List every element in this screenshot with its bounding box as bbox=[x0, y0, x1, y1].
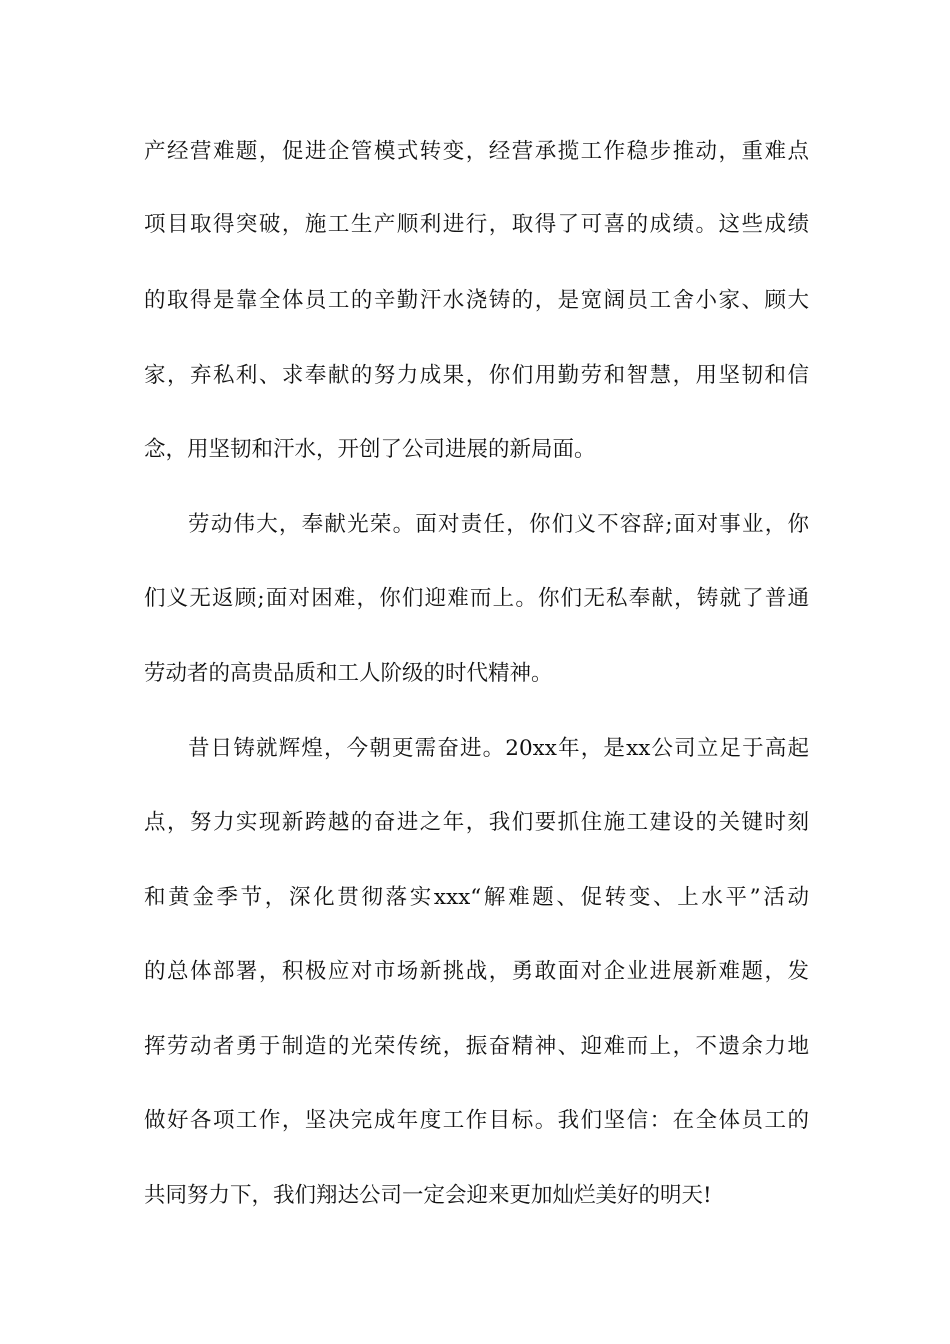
paragraph-line: 产经营难题，促进企管模式转变，经营承揽工作稳步推动，重难点 bbox=[144, 139, 809, 164]
paragraph-line: 和黄金季节，深化贯彻落实xxx“解难题、促转变、上水平”活动 bbox=[144, 885, 809, 910]
paragraph-line: 挥劳动者勇于制造的光荣传统，振奋精神、迎难而上，不遗余力地 bbox=[144, 1034, 809, 1059]
paragraph-line: 念，用坚韧和汗水，开创了公司进展的新局面。 bbox=[144, 437, 596, 462]
paragraph-line: 昔日铸就辉煌，今朝更需奋进。20xx年，是xx公司立足于高起 bbox=[188, 736, 809, 761]
paragraph-line: 劳动伟大，奉献光荣。面对责任，你们义不容辞;面对事业，你 bbox=[188, 512, 809, 537]
paragraph-line: 做好各项工作，坚决完成年度工作目标。我们坚信：在全体员工的 bbox=[144, 1108, 809, 1133]
paragraph-line: 家，弃私利、求奉献的努力成果，你们用勤劳和智慧，用坚韧和信 bbox=[144, 363, 809, 388]
paragraph-line: 点，努力实现新跨越的奋进之年，我们要抓住施工建设的关键时刻 bbox=[144, 810, 809, 835]
paragraph-line: 共同努力下，我们翔达公司一定会迎来更加灿烂美好的明天! bbox=[144, 1183, 712, 1208]
paragraph-line: 项目取得突破，施工生产顺利进行，取得了可喜的成绩。这些成绩 bbox=[144, 212, 809, 237]
paragraph-line: 们义无返顾;面对困难，你们迎难而上。你们无私奉献，铸就了普通 bbox=[144, 586, 809, 611]
paragraph-line: 的总体部署，积极应对市场新挑战，勇敢面对企业进展新难题，发 bbox=[144, 959, 809, 984]
paragraph-line: 的取得是靠全体员工的辛勤汗水浇铸的，是宽阔员工舍小家、顾大 bbox=[144, 288, 809, 313]
paragraph-line: 劳动者的高贵品质和工人阶级的时代精神。 bbox=[144, 661, 553, 686]
